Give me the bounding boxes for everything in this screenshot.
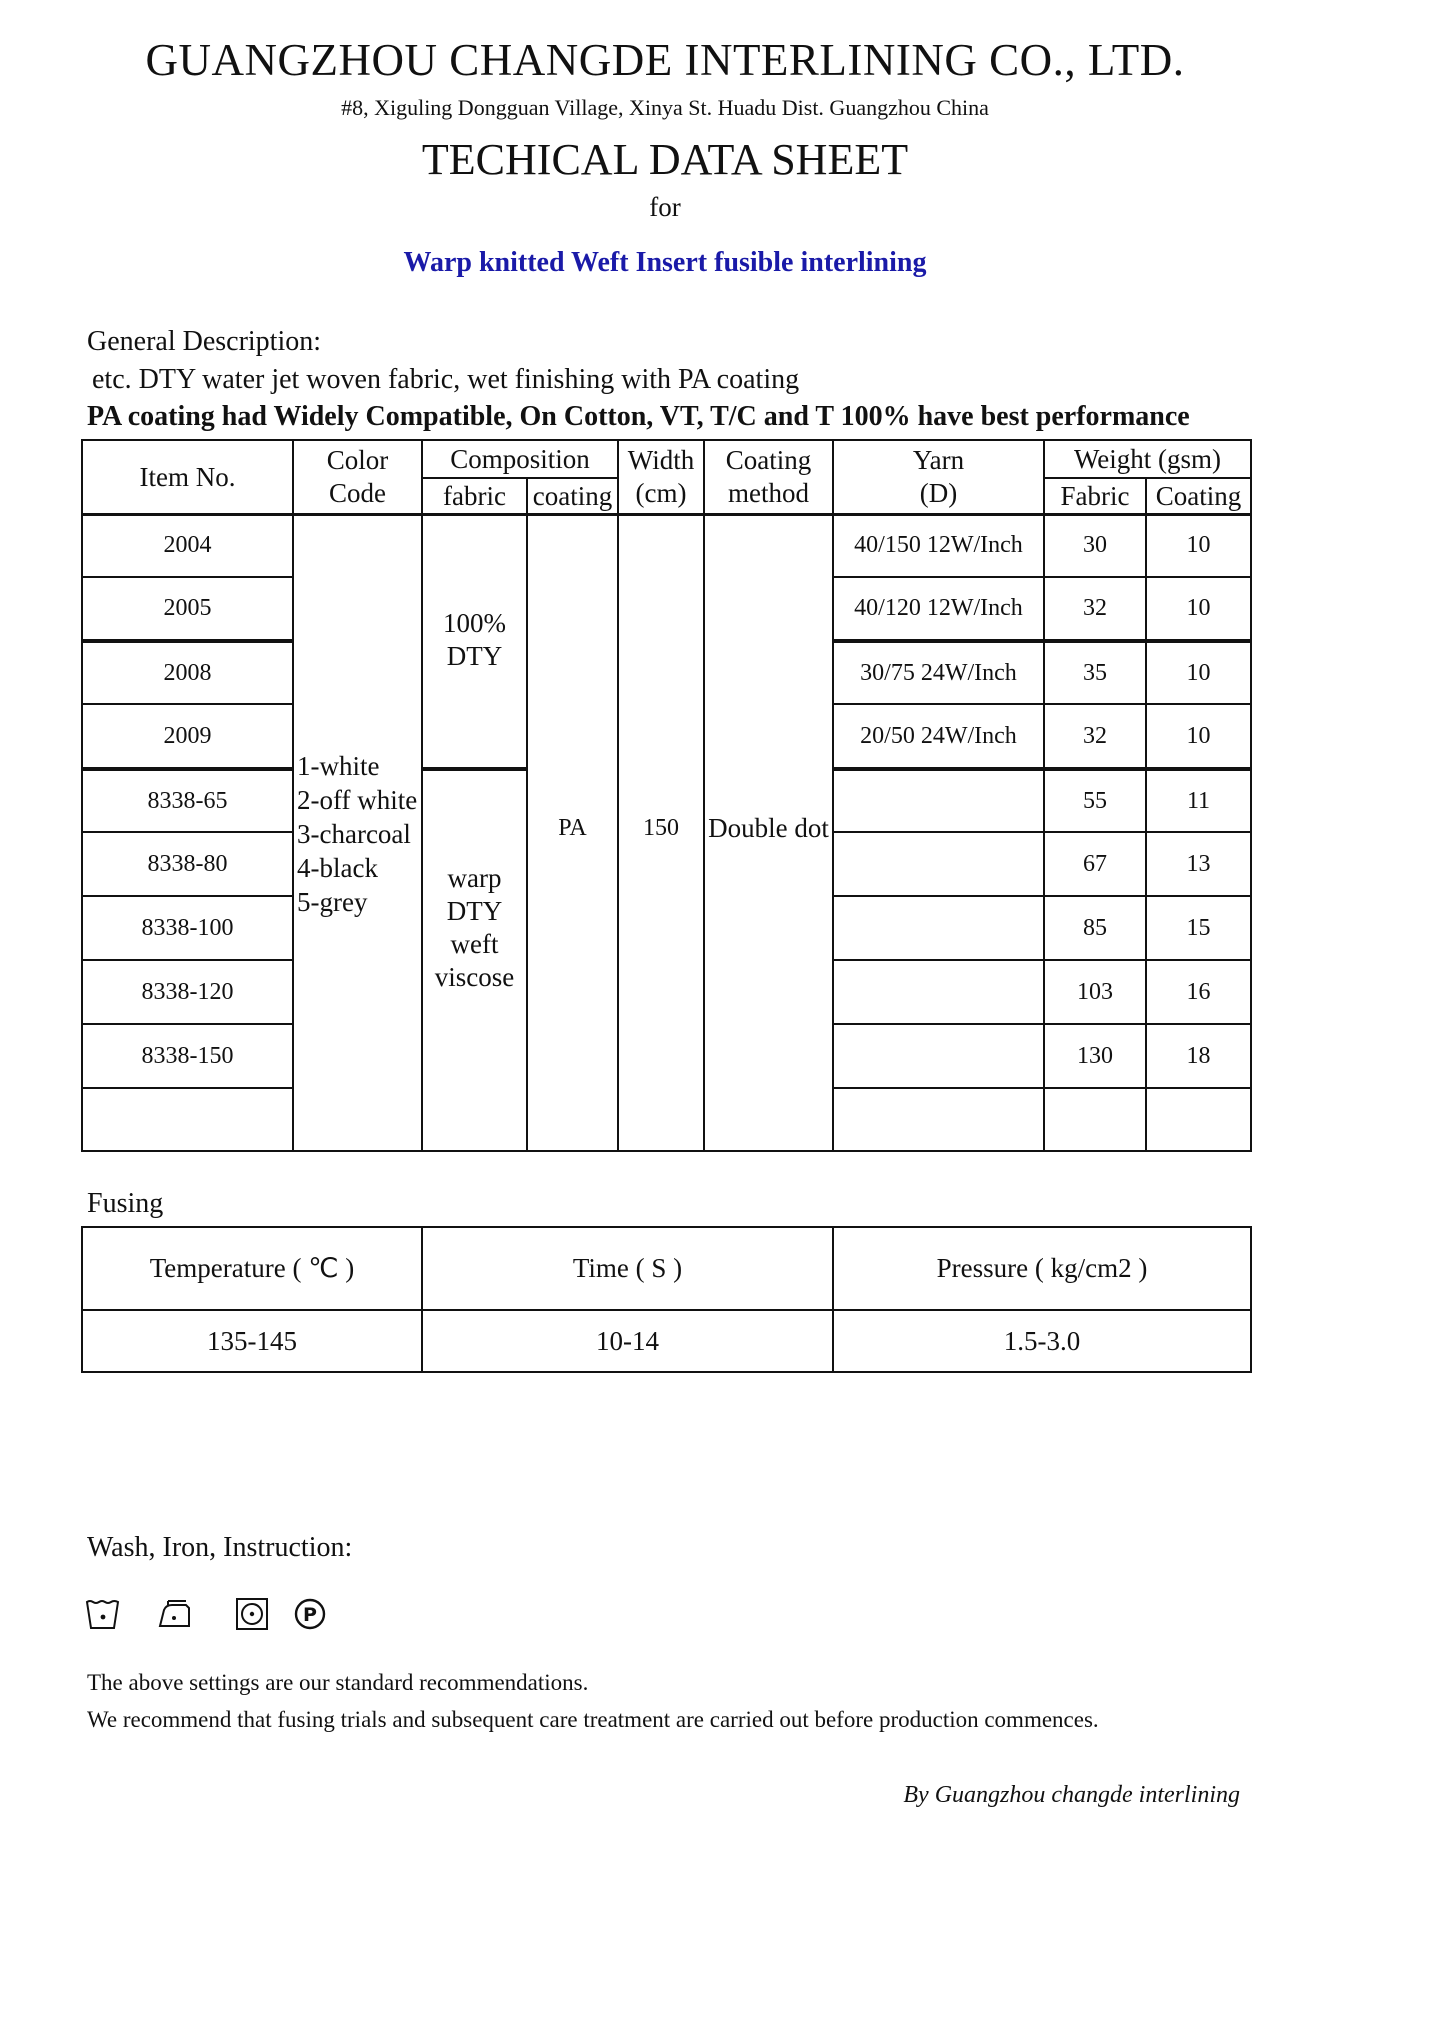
method-value: Double dot xyxy=(708,812,829,843)
fabric-group-2-line: weft xyxy=(450,929,499,959)
yarn-cell: 40/150 12W/Inch xyxy=(854,532,1023,558)
general-description-text: etc. DTY water jet woven fabric, wet finishing with PA coating xyxy=(92,364,800,395)
fabric-gsm-cell: 32 xyxy=(1083,595,1107,621)
dry-clean-p-icon xyxy=(292,1596,328,1632)
wash-30-icon xyxy=(84,1596,122,1632)
fusing-label: Fusing xyxy=(87,1188,164,1219)
fabric-group-2-line: viscose xyxy=(434,962,515,992)
header-color-line1: Color xyxy=(326,445,389,475)
sheet-title: TECHICAL DATA SHEET xyxy=(421,135,909,184)
header-coating-method xyxy=(705,441,832,513)
yarn-cell xyxy=(834,897,1043,959)
fusing-value-time: 10-14 xyxy=(596,1325,659,1356)
coating-gsm-cell: 15 xyxy=(1186,914,1211,941)
color-code: 4-black xyxy=(297,853,378,883)
company-address: #8, Xiguling Dongguan Village, Xinya St. Huadu Dist. Guangzhou China xyxy=(341,95,989,120)
coating-gsm-cell: 16 xyxy=(1186,978,1211,1005)
fabric-gsm-cell: 55 xyxy=(1083,787,1107,814)
header-color-line2: Code xyxy=(329,478,386,508)
tumble-dry-icon xyxy=(234,1596,270,1632)
fusing-header-time: Time ( S ) xyxy=(572,1253,683,1283)
fabric-group-dty xyxy=(423,604,526,676)
coating-gsm-cell: 18 xyxy=(1186,1042,1211,1069)
item-cell: 2005 xyxy=(163,595,212,621)
header-yarn xyxy=(834,441,1043,513)
svg-text:P: P xyxy=(303,1604,317,1626)
iron-low-icon xyxy=(156,1596,196,1632)
fusing-value-pressure: 1.5-3.0 xyxy=(1003,1325,1081,1356)
fabric-gsm-cell xyxy=(1045,1089,1145,1150)
item-cell: 8338-100 xyxy=(141,914,234,941)
fabric-gsm-cell: 32 xyxy=(1083,722,1107,749)
header-yarn-line2: (D) xyxy=(919,478,958,508)
header-weight: Weight (gsm) xyxy=(1073,443,1222,474)
header-width xyxy=(619,441,703,513)
recommendation-line-1: The above settings are our standard recommendations. xyxy=(87,1670,589,1695)
coating-gsm-cell: 10 xyxy=(1186,722,1211,749)
header-weight-coating: Coating xyxy=(1155,480,1242,511)
color-code: 2-off white xyxy=(297,785,418,815)
general-description-label: General Description: xyxy=(87,326,322,357)
header-composition: Composition xyxy=(450,443,590,474)
fabric-gsm-cell: 35 xyxy=(1083,659,1107,686)
item-cell: 2008 xyxy=(163,659,212,686)
item-cell: 8338-150 xyxy=(141,1042,234,1069)
fabric-group-2-line: warp xyxy=(447,863,502,893)
header-yarn-line1: Yarn xyxy=(912,445,965,475)
signature: By Guangzhou changde interlining xyxy=(903,1782,1240,1808)
header-method-line1: Coating xyxy=(725,445,812,475)
color-code: 5-grey xyxy=(297,887,368,917)
fabric-gsm-cell: 30 xyxy=(1083,532,1107,558)
coating-gsm-cell: 11 xyxy=(1186,787,1211,814)
item-cell: 8338-80 xyxy=(147,850,228,877)
product-name: Warp knitted Weft Insert fusible interlining xyxy=(403,247,927,278)
fusing-header-temperature: Temperature ( ℃ ) xyxy=(149,1253,355,1283)
header-weight-fabric: Fabric xyxy=(1060,480,1130,511)
header-width-line2: (cm) xyxy=(635,478,687,508)
fabric-gsm-cell: 130 xyxy=(1077,1042,1113,1069)
header-fabric: fabric xyxy=(443,480,506,511)
item-cell: 8338-120 xyxy=(141,978,234,1005)
yarn-cell: 40/120 12W/Inch xyxy=(854,595,1023,621)
item-cell: 2004 xyxy=(163,532,212,558)
color-code: 1-white xyxy=(297,751,380,781)
header-coating: coating xyxy=(532,480,613,511)
header-width-line1: Width xyxy=(627,445,695,475)
coating-gsm-cell: 10 xyxy=(1186,659,1211,686)
fabric-gsm-cell: 103 xyxy=(1077,978,1113,1005)
fabric-gsm-cell: 67 xyxy=(1083,850,1107,877)
care-icons xyxy=(84,1596,344,1636)
fabric-group-warp-weft xyxy=(423,858,526,998)
performance-note: PA coating had Widely Compatible, On Cotton, VT, T/C and T 100% have best performance xyxy=(87,401,1190,432)
yarn-cell: 30/75 24W/Inch xyxy=(860,659,1017,686)
yarn-cell xyxy=(834,961,1043,1023)
company-name: GUANGZHOU CHANGDE INTERLINING CO., LTD. xyxy=(145,35,1185,85)
recommendation-line-2: We recommend that fusing trials and subsequent care treatment are carried out before production commences. xyxy=(87,1707,1099,1732)
fusing-value-temperature: 135-145 xyxy=(207,1325,297,1356)
fabric-gsm-cell: 85 xyxy=(1083,914,1107,941)
yarn-cell xyxy=(834,771,1043,831)
yarn-cell xyxy=(834,1025,1043,1087)
coating-value: PA xyxy=(558,814,587,841)
coating-gsm-cell: 10 xyxy=(1186,595,1211,621)
yarn-cell: 20/50 24W/Inch xyxy=(860,722,1017,749)
fabric-group-1-line: 100% xyxy=(443,608,506,638)
color-code: 3-charcoal xyxy=(297,819,411,849)
item-cell: 2009 xyxy=(163,722,212,749)
fusing-header-pressure: Pressure ( kg/cm2 ) xyxy=(936,1253,1148,1283)
header-color-code xyxy=(294,441,421,513)
yarn-cell xyxy=(834,1089,1043,1150)
fabric-group-2-line: DTY xyxy=(446,896,503,926)
coating-gsm-cell: 10 xyxy=(1186,532,1211,558)
for-label: for xyxy=(649,192,681,222)
header-method-line2: method xyxy=(728,478,809,508)
coating-gsm-cell: 13 xyxy=(1186,850,1211,877)
header-item-no: Item No. xyxy=(139,461,236,492)
item-cell xyxy=(83,1089,292,1150)
color-code-list xyxy=(297,749,417,919)
fabric-group-1-line: DTY xyxy=(446,641,503,671)
care-label: Wash, Iron, Instruction: xyxy=(87,1532,353,1563)
width-value: 150 xyxy=(643,814,679,841)
yarn-cell xyxy=(834,833,1043,895)
coating-gsm-cell xyxy=(1147,1089,1250,1150)
item-cell: 8338-65 xyxy=(147,787,228,814)
